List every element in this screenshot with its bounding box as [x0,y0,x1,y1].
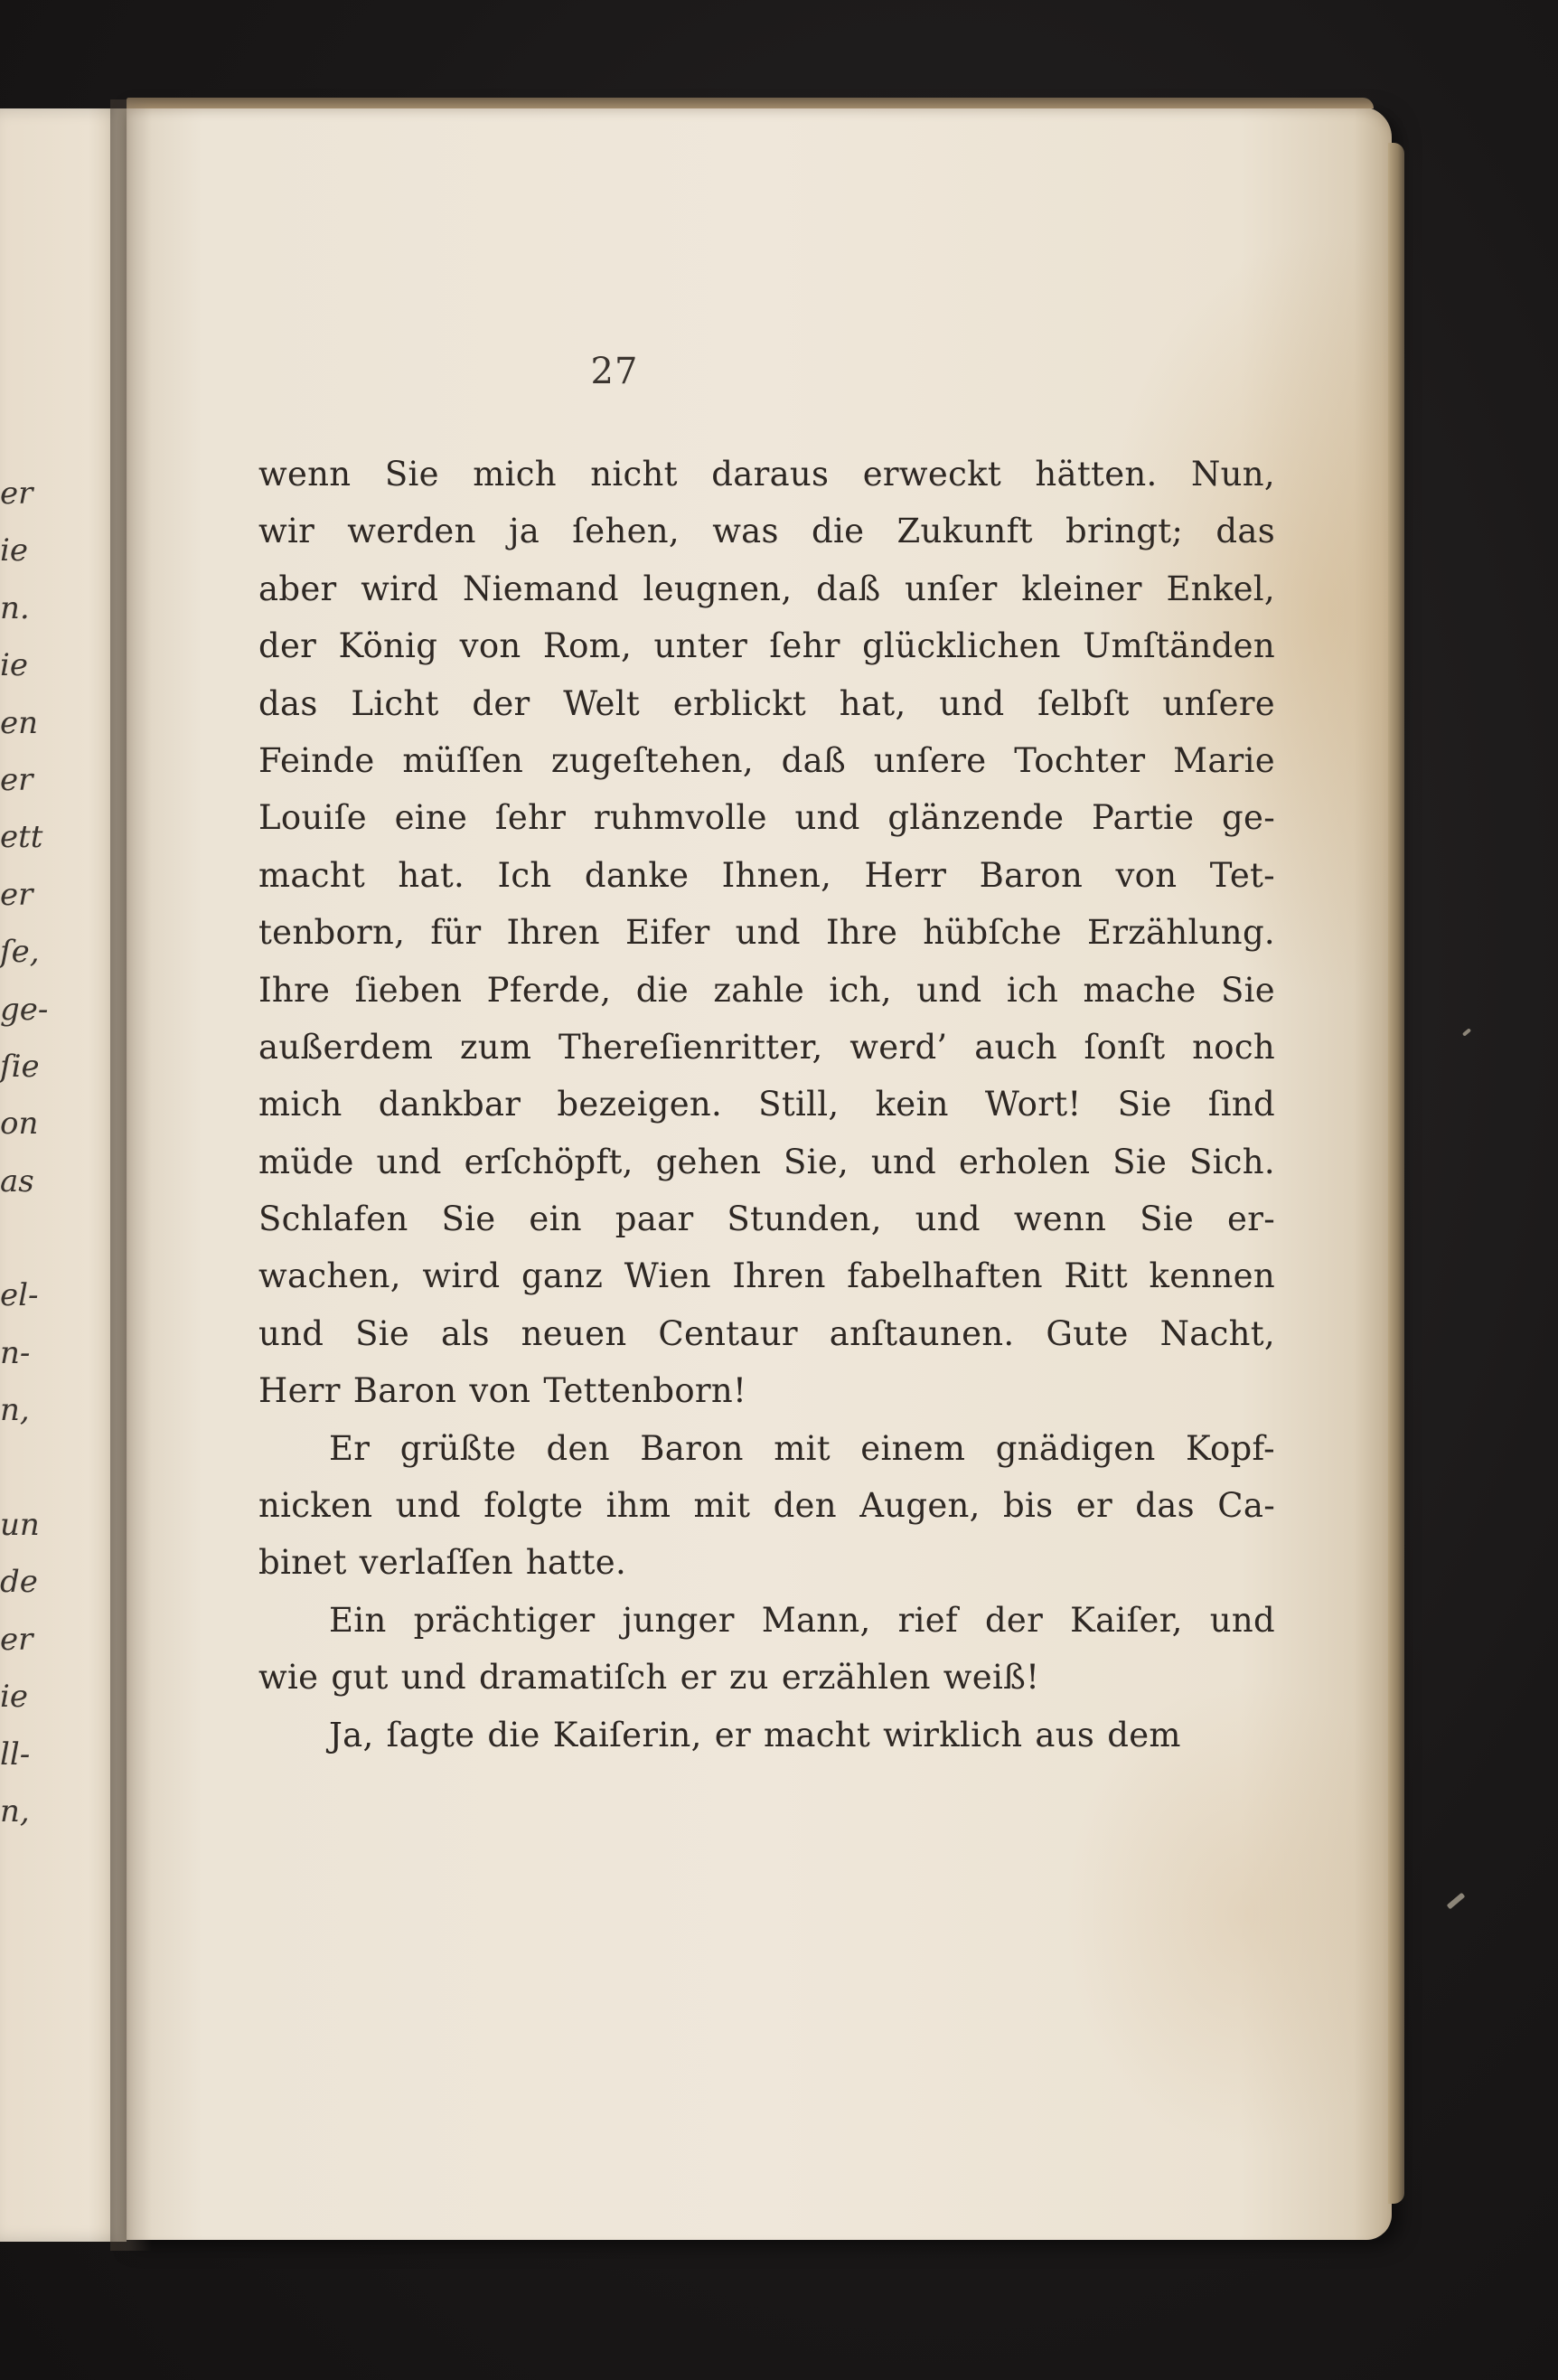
left-page-fragment [0,1440,36,1497]
body-text [258,446,1275,1764]
text-line: wir werden ja ſehen, was die Zukunft bringt; das [258,512,1275,551]
text-line: Schlafen Sie ein paar Stunden, und wenn Sie er- [258,1199,1275,1239]
left-page-fragment: n- [0,1334,31,1371]
left-page-fragment [0,1210,36,1267]
text-line: mich dankbar bezeigen. Still, kein Wort! Sie ſind [258,1085,1275,1124]
paragraph [258,1592,1275,1707]
left-page-fragment: n. [0,589,30,626]
paragraph [258,446,1275,1420]
text-line: Ja, ſagte die Kaiſerin, er macht wirklich aus dem [329,1715,1181,1754]
paragraph [258,1707,1275,1764]
text-line: und Sie als neuen Centaur anſtaunen. Gute Nacht, [258,1313,1275,1353]
left-page-fragment: ie [0,647,28,684]
left-page-fragment: n, [0,1392,30,1429]
left-page-fragment: er [0,761,33,798]
text-line: Louiſe eine ſehr ruhmvolle und glänzende Partie ge- [258,798,1275,838]
text-line: wachen, wird ganz Wien Ihren fabelhaften Ritt kennen [258,1256,1275,1296]
left-page-fragment: en [0,704,39,741]
left-page-fragment: er [0,876,33,913]
left-page-fragment: n, [0,1792,30,1830]
left-page-text-fragments [0,466,49,1840]
left-page-fragment: ie [0,1679,28,1716]
text-line: nicken und folgte ihm mit den Augen, bis er das Ca- [258,1486,1275,1526]
left-page-fragment: ll- [0,1736,31,1773]
left-page-fragment: as [0,1162,34,1199]
text-line: aber wird Niemand leugnen, daß unſer kleiner Enkel, [258,569,1275,608]
paragraph [258,1420,1275,1592]
text-line: wie gut und dramatiſch er zu erzählen weiß! [258,1658,1040,1698]
text-line: macht hat. Ich danke Ihnen, Herr Baron von Tet- [258,855,1275,895]
page-fore-edge [1388,143,1404,2204]
text-line: außerdem zum Thereſienritter, werd’ auch ſonſt noch [258,1027,1275,1067]
left-page-fragment: ſe, [0,934,40,971]
text-line: Herr Baron von Tettenborn! [258,1371,747,1411]
page-top-edge [127,98,1374,108]
left-page-fragment: ett [0,819,43,856]
gutter-shadow [110,99,152,2251]
left-page-fragment: el- [0,1277,39,1314]
text-line: der König von Rom, unter ſehr glücklichen Umſtänden [258,626,1275,666]
book-page [127,107,1392,2240]
text-line: Er grüßte den Baron mit einem gnädigen Kopf- [329,1428,1275,1468]
left-page-fragment: ſie [0,1048,40,1085]
left-facing-page [0,108,127,2242]
left-page-fragment: ie [0,532,28,569]
left-page-fragment: de [0,1564,38,1601]
left-page-fragment: on [0,1105,39,1143]
left-page-fragment: ge- [0,991,49,1028]
left-page-fragment: er [0,475,33,512]
text-line: Ihre ſieben Pferde, die zahle ich, und ich mache Sie [258,970,1275,1010]
left-page-fragment: er [0,1621,33,1658]
text-line: Ein prächtiger junger Mann, rief der Kaiſer, und [329,1600,1275,1640]
text-line: wenn Sie mich nicht daraus erweckt hätten. Nun, [258,455,1275,494]
text-line: tenborn, für Ihren Eifer und Ihre hübſche Erzählung. [258,913,1275,953]
text-line: binet verlaſſen hatte. [258,1543,627,1583]
page-number: 27 [590,351,639,392]
text-line: Feinde müſſen zugeſtehen, daß unſere Tochter Marie [258,740,1275,780]
text-line: müde und erſchöpft, gehen Sie, und erholen Sie Sich. [258,1142,1275,1181]
text-line: das Licht der Welt erblickt hat, und ſelbſt unſere [258,683,1275,723]
left-page-fragment: un [0,1507,40,1544]
